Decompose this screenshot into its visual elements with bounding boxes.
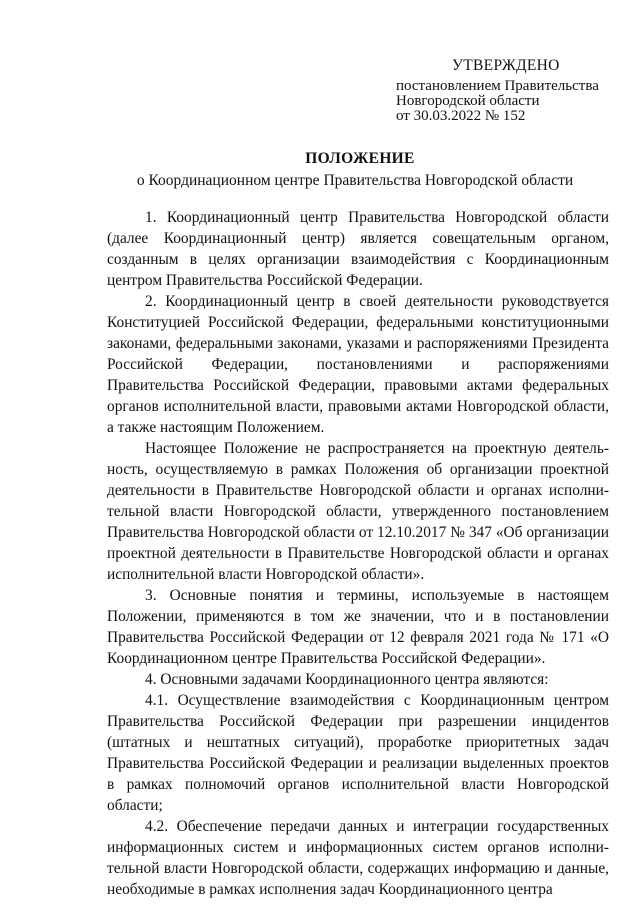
approval-line-2: Новгородской области xyxy=(396,93,540,109)
document-title: ПОЛОЖЕНИЕ xyxy=(305,150,415,167)
approval-line-1: постановлением Правительства xyxy=(396,78,599,94)
paragraph-1: 1. Координационный центр Правительства Новгородской области (далее Координационный центр) является совещательным органом, созданным в целях организации взаимодействия с Координационным центром Правительства Российской Федерации. xyxy=(107,209,609,289)
approval-line-3: от 30.03.2022 № 152 xyxy=(396,108,526,124)
document-body xyxy=(107,207,609,900)
document-subtitle: о Координационном центре Правительства Новгородской области xyxy=(136,172,574,189)
approved-heading: УТВЕРЖДЕНО xyxy=(452,57,560,74)
paragraph-2-note: Настоящее Положение не распространяется на проектную деятельность, осуществляемую в рамках Положения об организации проектной деятельности в Правительстве Новгородской области и органах исполнительной власти Новгородской области, утвержденного постановлением Правительства Новгородской области от 12.10.2017 № 347 «Об организации проектной деятельности в Правительстве Новгородской области и органах исполнительной власти Новгородской области». xyxy=(107,440,609,583)
paragraph-4: 4. Основными задачами Координационного центра являются: xyxy=(145,671,549,688)
paragraph-4-2: 4.2. Обеспечение передачи данных и интеграции государственных информационных систем и информационных систем органов исполнительной власти Новгородской области, содержащих информацию и данные, необходимые в рамках исполнения задач Координационного центра xyxy=(107,818,609,898)
paragraph-3: 3. Основные понятия и термины, используемые в настоящем Положении, применяются в том же значении, что и в постановлении Правительства Российской Федерации от 12 февраля 2021 года № 171 «О Координационном центре Правительства Российской Федерации». xyxy=(107,587,609,667)
approval-stamp xyxy=(396,58,626,124)
paragraph-2: 2. Координационный центр в своей деятельности руководствуется Конституцией Российской Федерации, федеральными конституционными законами, федеральными законами, указами и распоряжениями Президента Российской Федерации, постановлениями и распоряжениями Правительства Российской Федерации, правовыми актами федеральных органов исполнительной власти, правовыми актами Новгородской области, а также настоящим Положением. xyxy=(107,293,609,436)
paragraph-4-1: 4.1. Осуществление взаимодействия с Координационным центром Правительства Российской Федерации при разрешении инцидентов (штатных и нештатных ситуаций), проработке приоритетных задач Правительства Российской Федерации и реализации выделенных проектов в рамках полномочий органов исполнительной власти Новгородской области; xyxy=(107,692,609,814)
